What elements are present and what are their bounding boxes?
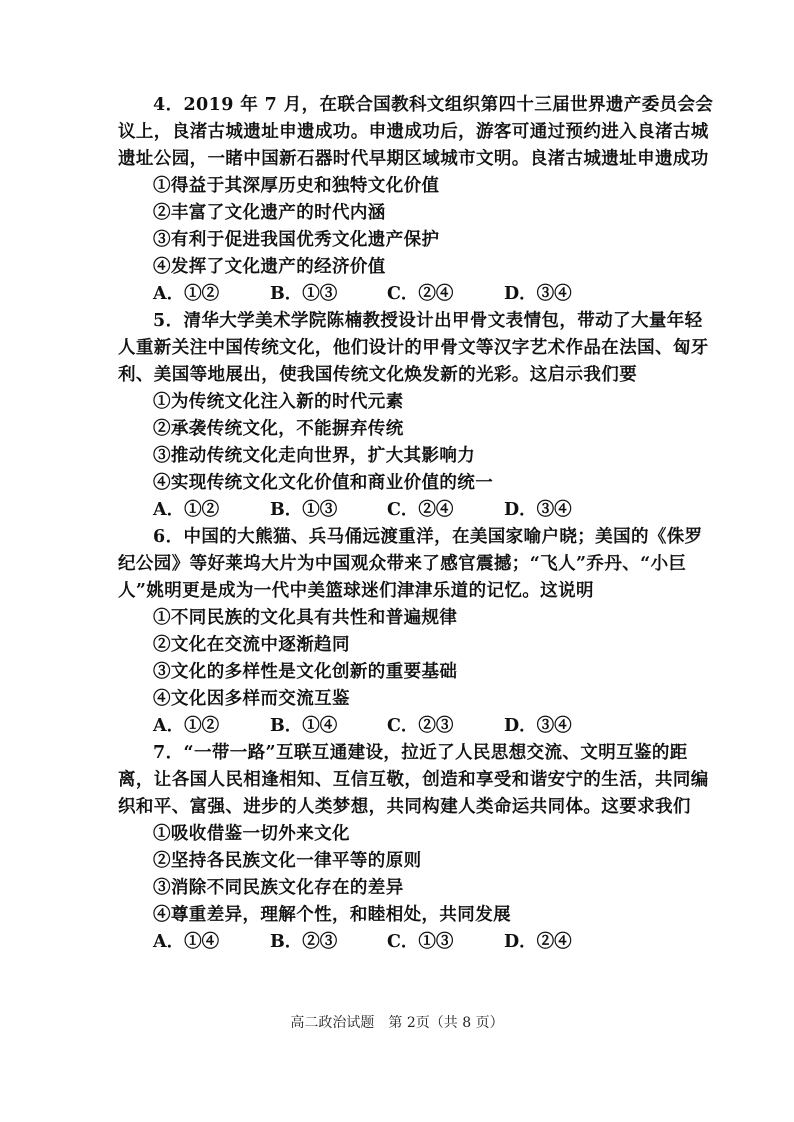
answer-a: A．①② xyxy=(153,284,220,304)
answer-d: D．③④ xyxy=(504,716,572,736)
option-2: ②丰富了文化遗产的时代内涵 xyxy=(153,203,386,223)
answer-choices xyxy=(118,929,718,956)
option-3: ③文化的多样性是文化创新的重要基础 xyxy=(153,662,458,682)
answer-c: C．②④ xyxy=(387,284,454,304)
answer-b: B．①③ xyxy=(270,284,338,304)
answer-d: D．②④ xyxy=(504,932,572,952)
question-stem: 4．2019 年 7 月，在联合国教科文组织第四十三届世界遗产委员会会议上，良渚古城遗址申遗成功。申遗成功后，游客可通过预约进入良渚古城遗址公园，一睹中国新石器时代早期区域城市文明。良渚古城遗址申遗成功 xyxy=(118,95,714,169)
option-1: ①吸收借鉴一切外来文化 xyxy=(153,824,350,844)
question-7 xyxy=(118,740,718,956)
option-2: ②文化在交流中逐渐趋同 xyxy=(153,635,350,655)
answer-d: D．③④ xyxy=(504,500,572,520)
answer-b: B．①④ xyxy=(270,716,338,736)
question-4 xyxy=(118,92,718,308)
question-list xyxy=(118,92,718,956)
question-5 xyxy=(118,308,718,524)
answer-b: B．②③ xyxy=(270,932,338,952)
answer-choices xyxy=(118,497,718,524)
answer-a: A．①② xyxy=(153,716,220,736)
question-stem: 7．“一带一路”互联互通建设，拉近了人民思想交流、文明互鉴的距离，让各国人民相逢相知、互信互敬，创造和享受和谐安宁的生活，共同编织和平、富强、进步的人类梦想，共同构建人类命运共同体。这要求我们 xyxy=(118,743,709,817)
answer-a: A．①② xyxy=(153,500,220,520)
question-stem: 6．中国的大熊猫、兵马俑远渡重洋，在美国家喻户晓；美国的《侏罗纪公园》等好莱坞大片为中国观众带来了感官震撼；“飞人”乔丹、“小巨人”姚明更是成为一代中美篮球迷们津津乐道的记忆。这说明 xyxy=(118,527,703,601)
question-stem: 5．清华大学美术学院陈楠教授设计出甲骨文表情包，带动了大量年轻人重新关注中国传统文化，他们设计的甲骨文等汉字艺术作品在法国、匈牙利、美国等地展出，使我国传统文化焕发新的光彩。这启示我们要 xyxy=(118,311,709,385)
option-4: ④尊重差异，理解个性，和睦相处，共同发展 xyxy=(153,905,511,925)
answer-c: C．②③ xyxy=(387,716,454,736)
page-footer: 高二政治试题 第 2页（共 8 页） xyxy=(290,1015,504,1031)
question-6 xyxy=(118,524,718,740)
answer-a: A．①④ xyxy=(153,932,220,952)
option-3: ③推动传统文化走向世界，扩大其影响力 xyxy=(153,446,476,466)
option-4: ④发挥了文化遗产的经济价值 xyxy=(153,257,386,277)
option-4: ④实现传统文化文化价值和商业价值的统一 xyxy=(153,473,494,493)
answer-c: C．②④ xyxy=(387,500,454,520)
option-2: ②坚持各民族文化一律平等的原则 xyxy=(153,851,422,871)
option-2: ②承袭传统文化，不能摒弃传统 xyxy=(153,419,404,439)
option-3: ③消除不同民族文化存在的差异 xyxy=(153,878,404,898)
option-1: ①不同民族的文化具有共性和普遍规律 xyxy=(153,608,458,628)
answer-d: D．③④ xyxy=(504,284,572,304)
option-3: ③有利于促进我国优秀文化遗产保护 xyxy=(153,230,440,250)
option-1: ①得益于其深厚历史和独特文化价值 xyxy=(153,176,440,196)
option-1: ①为传统文化注入新的时代元素 xyxy=(153,392,404,412)
answer-choices xyxy=(118,713,718,740)
option-4: ④文化因多样而交流互鉴 xyxy=(153,689,350,709)
answer-choices xyxy=(118,281,718,308)
answer-b: B．①③ xyxy=(270,500,338,520)
answer-c: C．①③ xyxy=(387,932,454,952)
